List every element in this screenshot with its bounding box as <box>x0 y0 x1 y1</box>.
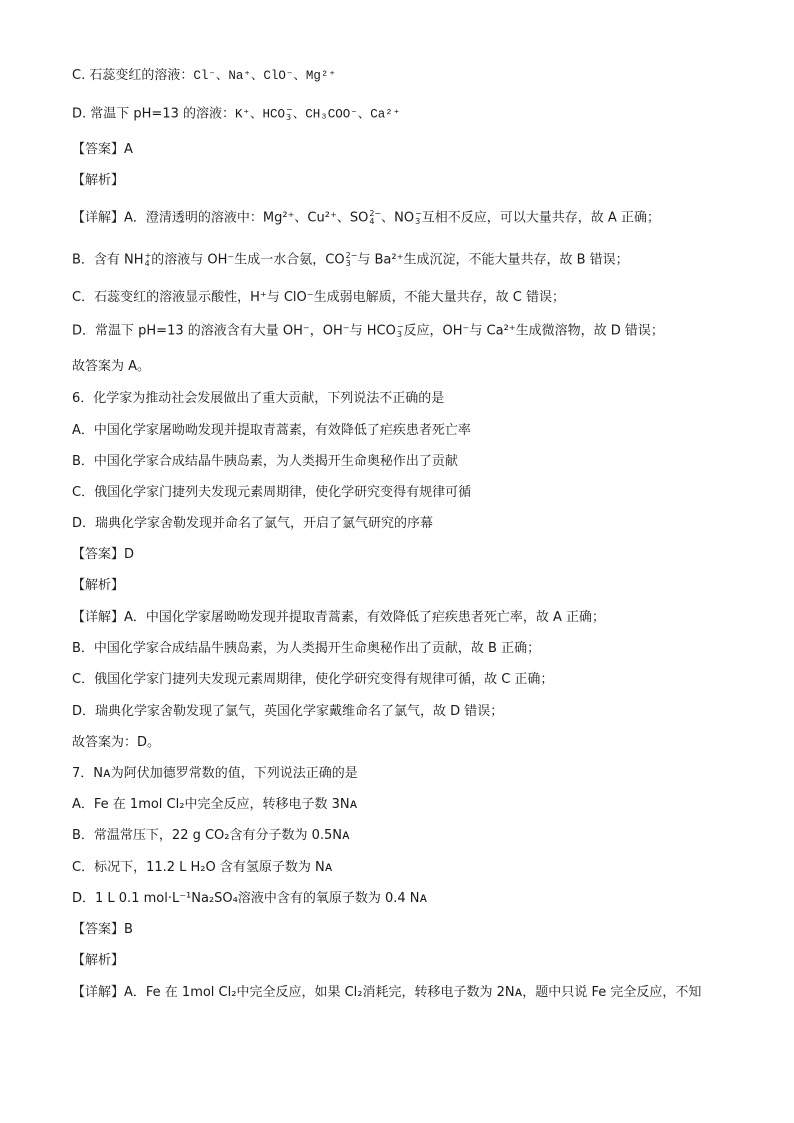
q5-detail-b-sup2: 2− <box>345 251 358 260</box>
q5-detail-a <box>72 210 660 227</box>
q6-conclusion: 故答案为：D。 <box>72 735 161 750</box>
q5-detail-b-tail: 与 Ba²⁺生成沉淀，不能大量共存，故 B 错误； <box>357 252 629 268</box>
q5-detail-b-sub: 4 <box>144 259 150 268</box>
q6-answer-label: 【答案】D <box>72 547 135 562</box>
q5-detail-d-sup: − <box>396 322 404 331</box>
q6-detail-c: C．俄国化学家门捷列夫发现元素周期律，使化学研究变得有规律可循，故 C 正确； <box>72 672 554 687</box>
q6-option-a: A．中国化学家屠呦呦发现并提取青蒿素，有效降低了疟疾患者死亡率 <box>72 423 471 438</box>
q5-option-d-sub: 3 <box>286 113 292 122</box>
q6-detail-a: 【详解】A．中国化学家屠呦呦发现并提取青蒿素，有效降低了疟疾患者死亡率，故 A 正确； <box>72 610 606 625</box>
q5-detail-a-tail: 互相不反应，可以大量共存，故 A 正确； <box>421 210 660 226</box>
q5-detail-c: C．石蕊变红的溶液显示酸性，H⁺与 ClO⁻生成弱电解质，不能大量共存，故 C 错误； <box>72 290 565 305</box>
q5-detail-a-lead: 【详解】A．澄清透明的溶液中：Mg²⁺、Cu²⁺、SO <box>72 210 369 226</box>
q5-conclusion: 故答案为 A。 <box>72 359 151 374</box>
q7-analysis-label: 【解析】 <box>72 953 125 968</box>
q5-detail-a-sup2: − <box>415 209 422 218</box>
q5-detail-b-sub2: 3 <box>345 259 351 268</box>
q5-detail-b-mid: 的溶液与 OH⁻生成一水合氨，CO <box>151 252 345 268</box>
q7-option-a: A．Fe 在 1mol Cl₂中完全反应，转移电子数 3Nᴀ <box>72 797 358 812</box>
q5-detail-d-sub: 3 <box>396 330 402 339</box>
q5-detail-d-lead: D．常温下 pH=13 的溶液含有大量 OH⁻，OH⁻与 HCO <box>72 323 396 339</box>
q5-detail-b-lead: B．含有 NH <box>72 252 144 268</box>
q7-option-d: D．1 L 0.1 mol·L⁻¹Na₂SO₄溶液中含有的氧原子数为 0.4 Nᴀ <box>72 891 428 906</box>
q5-detail-a-mid: 、NO <box>381 210 415 226</box>
q5-detail-b-sup: + <box>144 251 152 260</box>
q5-option-d-prefix: D. 常温下 pH=13 的溶液： <box>72 106 236 122</box>
q6-detail-d: D．瑞典化学家舍勒发现了氯气，英国化学家戴维命名了氯气，故 D 错误； <box>72 704 504 719</box>
q6-detail-b: B．中国化学家合成结晶牛胰岛素，为人类揭开生命奥秘作出了贡献，故 B 正确； <box>72 641 541 656</box>
q5-detail-d <box>72 323 664 340</box>
q5-option-c-ions: Cl⁻、Na⁺、ClO⁻、Mg²⁺ <box>193 69 336 83</box>
q7-option-b: B．常温常压下，22 g CO₂含有分子数为 0.5Nᴀ <box>72 828 350 843</box>
q7-answer-label: 【答案】B <box>72 922 133 937</box>
q5-option-d-ions-b: 、CH₃COO⁻、Ca²⁺ <box>292 107 401 122</box>
q5-detail-b <box>72 252 629 269</box>
q5-detail-a-sub2: 3 <box>415 217 421 226</box>
q5-option-c <box>72 68 336 84</box>
q6-option-d: D．瑞典化学家舍勒发现并命名了氯气，开启了氯气研究的序幕 <box>72 516 434 531</box>
q5-option-d <box>72 106 400 123</box>
q5-analysis-label: 【解析】 <box>72 173 125 188</box>
q5-detail-d-tail: 反应，OH⁻与 Ca²⁺生成微溶物，故 D 错误； <box>403 323 664 339</box>
q5-detail-a-sup: 2− <box>369 209 382 218</box>
q6-option-c: C．俄国化学家门捷列夫发现元素周期律，使化学研究变得有规律可循 <box>72 485 472 500</box>
q5-option-c-prefix: C. 石蕊变红的溶液： <box>72 68 194 83</box>
q6-analysis-label: 【解析】 <box>72 578 125 593</box>
q5-answer-label: 【答案】A <box>72 142 133 157</box>
q6-stem: 6．化学家为推动社会发展做出了重大贡献，下列说法不正确的是 <box>72 391 445 406</box>
q5-detail-a-sub: 4 <box>369 217 375 226</box>
q5-option-d-sup: − <box>286 105 293 114</box>
q5-option-d-ions-a: K⁺、HCO <box>235 107 286 122</box>
q7-stem: 7．Nᴀ为阿伏加德罗常数的值，下列说法正确的是 <box>72 766 358 781</box>
q7-detail-a: 【详解】A．Fe 在 1mol Cl₂中完全反应，如果 Cl₂消耗完，转移电子数为 2Nᴀ，题中只说 Fe 完全反应，不知 <box>72 985 702 1000</box>
q7-option-c: C．标况下，11.2 L H₂O 含有氢原子数为 Nᴀ <box>72 860 333 875</box>
q6-option-b: B．中国化学家合成结晶牛胰岛素，为人类揭开生命奥秘作出了贡献 <box>72 454 458 469</box>
